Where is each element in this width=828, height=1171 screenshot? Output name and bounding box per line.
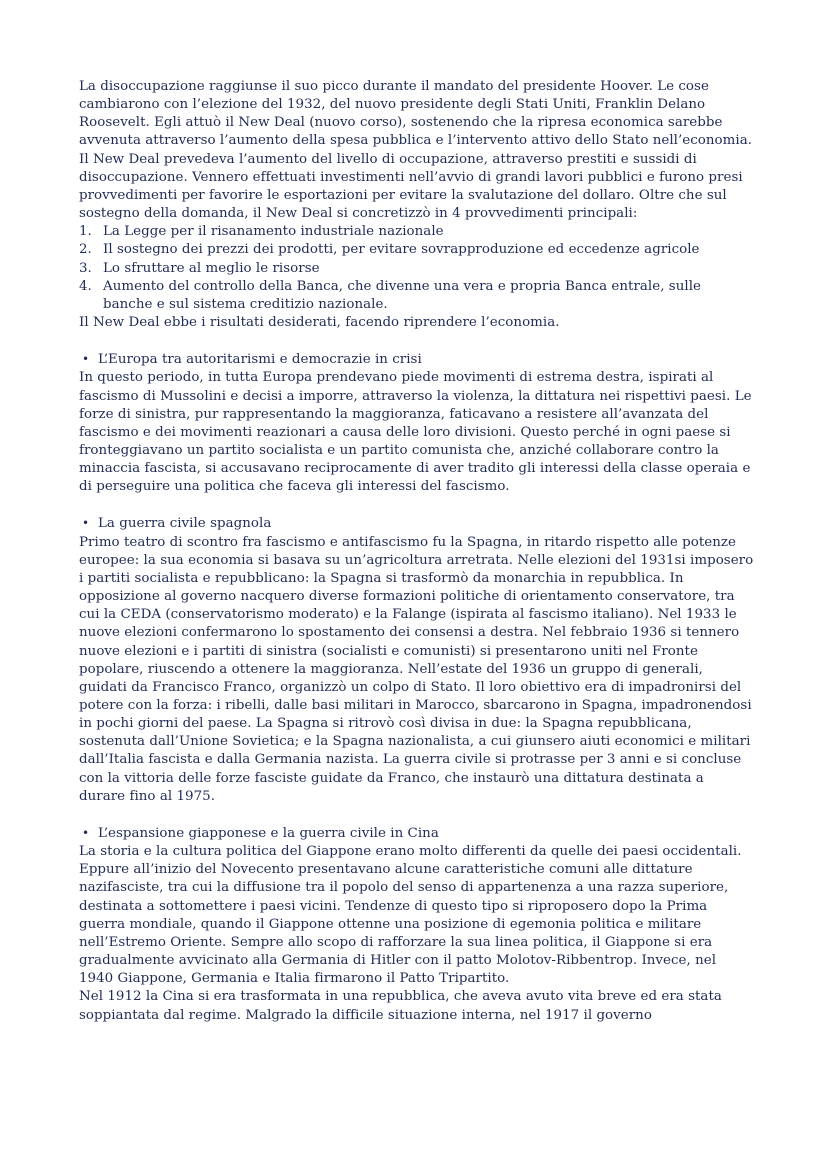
new-deal-list <box>79 223 754 314</box>
section-heading-europa <box>79 350 754 369</box>
list-text: Lo sfruttare al meglio le risorse <box>103 260 320 276</box>
list-text: La Legge per il risanamento industriale nazionale <box>103 224 444 240</box>
list-item <box>79 223 754 241</box>
list-text: Il sostegno dei prezzi dei prodotti, per evitare sovrapproduzione ed eccedenze agricole <box>103 242 700 258</box>
bullet-icon: • <box>82 352 90 367</box>
section-spacer <box>79 496 754 514</box>
new-deal-paragraph: La disoccupazione raggiunse il suo picco durante il mandato del presidente Hoover. Le cose cambiarono con l’elezione del 1932, del nuovo presidente degli Stati Uniti, Franklin Delano Roosevelt. Egli attuò il New Deal (nuovo corso), sostenendo che la ripresa economica sarebbe avvenuta attraverso l’aumento della spesa pubblica e l’intervento attivo dello Stato nell’economia. Il New Deal prevedeva l’aumento del livello di occupazione, attraverso prestiti e sussidi di disoccupazione. Vennero effettuati investimenti nell’avvio di grandi lavori pubblici e furono presi provvedimenti per favorire le esportazioni per evitare la svalutazione del dollaro. Oltre che sul sostegno della domanda, il New Deal si concretizzò in 4 provvedimenti principali: <box>79 79 753 222</box>
list-text: Aumento del controllo della Banca, che divenne una vera e propria Banca entrale, sulle banche e sul sistema creditizio nazionale. <box>103 278 701 312</box>
section-spacer <box>79 806 754 824</box>
giappone-paragraph: La storia e la cultura politica del Giappone erano molto differenti da quelle dei paesi occidentali. Eppure all’inizio del Novecento presentavano alcune caratteristiche comuni alle dittature nazifasciste, tra cui la diffusione tra il popolo del senso di appartenenza a una razza superiore, destinata a sottomettere i paesi vicini. Tendenze di questo tipo si riproposero dopo la Prima guerra mondiale, quando il Giappone ottenne una posizione di egemonia politica e militare nell’Estremo Oriente. Sempre allo scopo di rafforzare la sua linea politica, il Giappone si era gradualmente avvicinato alla Germania di Hitler con il patto Molotov-Ribbentrop. Invece, nel 1940 Giappone, Germania e Italia firmarono il Patto Tripartito. <box>79 844 742 987</box>
list-item <box>79 260 754 278</box>
new-deal-closing: Il New Deal ebbe i risultati desiderati, facendo riprendere l’economia. <box>79 315 560 331</box>
document-page <box>79 78 754 1025</box>
bullet-icon: • <box>82 825 90 840</box>
section-spacer <box>79 332 754 350</box>
section-heading-spagna <box>79 514 754 533</box>
europa-paragraph: In questo periodo, in tutta Europa prendevano piede movimenti di estrema destra, ispirati al fascismo di Mussolini e decisi a imporre, attraverso la violenza, la dittatura nei rispettivi paesi. Le forze di sinistra, pur rappresentando la maggioranza, faticavano a resistere all’avanzata del fascismo e dei movimenti reazionari a causa delle loro divisioni. Questo perché in ogni paese si fronteggiavano un partito socialista e un partito comunista che, anziché collaborare contro la minaccia fascista, si accusavano reciprocamente di aver tradito gli interessi della classe operaia e di perseguire una politica che faceva gli interessi del fascismo. <box>79 370 752 495</box>
list-item <box>79 278 754 314</box>
heading-text: L’espansione giapponese e la guerra civile in Cina <box>98 825 439 841</box>
list-number: 4. <box>79 278 92 294</box>
list-item <box>79 241 754 259</box>
list-number: 2. <box>79 242 92 258</box>
list-number: 1. <box>79 224 92 240</box>
section-heading-giappone <box>79 824 754 843</box>
heading-text: La guerra civile spagnola <box>98 516 272 532</box>
heading-text: L’Europa tra autoritarismi e democrazie in crisi <box>98 352 422 368</box>
spagna-paragraph: Primo teatro di scontro fra fascismo e antifascismo fu la Spagna, in ritardo rispetto alle potenze europee: la sua economia si basava su un’agricoltura arretrata. Nelle elezioni del 1931si imposero i partiti socialista e repubblicano: la Spagna si trasformò da monarchia in repubblica. In opposizione al governo nacquero diverse formazioni politiche di orientamento conservatore, tra cui la CEDA (conservatorismo moderato) e la Falange (ispirata al fascismo italiano). Nel 1933 le nuove elezioni confermarono lo spostamento dei consensi a destra. Nel febbraio 1936 si tennero nuove elezioni e i partiti di sinistra (socialisti e comunisti) si presentarono uniti nel Fronte popolare, riuscendo a ottenere la maggioranza. Nell’estate del 1936 un gruppo di generali, guidati da Francisco Franco, organizzò un colpo di Stato. Il loro obiettivo era di impadronirsi del potere con la forza: i ribelli, dalle basi militari in Marocco, sbarcarono in Spagna, impadronendosi in pochi giorni del paese. La Spagna si ritrovò così divisa in due: la Spagna repubblicana, sostenuta dall’Unione Sovietica; e la Spagna nazionalista, a cui giunsero aiuti economici e militari dall’Italia fascista e dalla Germania nazista. La guerra civile si protrasse per 3 anni e si concluse con la vittoria delle forze fasciste guidate da Franco, che instaurò una dittatura destinata a durare fino al 1975. <box>79 534 754 804</box>
cina-paragraph: Nel 1912 la Cina si era trasformata in una repubblica, che aveva avuto vita breve ed era stata soppiantata dal regime. Malgrado la difficile situazione interna, nel 1917 il governo <box>79 989 722 1023</box>
bullet-icon: • <box>82 516 90 531</box>
list-number: 3. <box>79 260 92 276</box>
